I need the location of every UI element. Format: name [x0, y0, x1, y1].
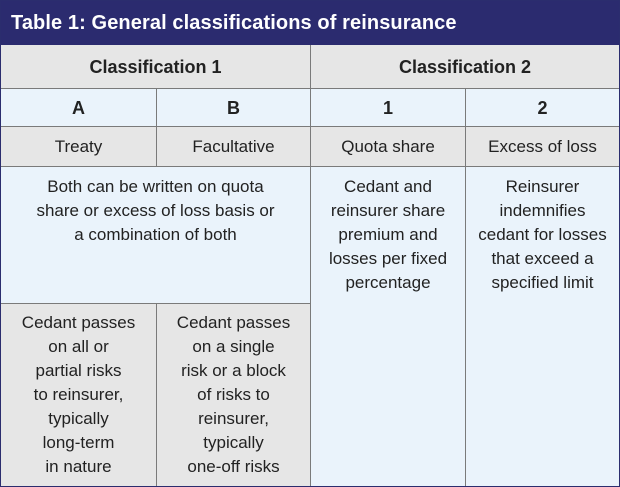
- type-quota-share: Quota share: [311, 127, 466, 167]
- subheader-a: A: [1, 89, 157, 127]
- subheader-1: 1: [311, 89, 466, 127]
- description-excess-of-loss: Reinsurer indemnifies cedant for losses that exceed a specified limit: [466, 167, 619, 486]
- description-both: Both can be written on quota share or excess of loss basis or a combination of both: [1, 167, 311, 304]
- table-title: Table 1: General classifications of reinsurance: [1, 1, 619, 45]
- description-quota-share: Cedant and reinsurer share premium and losses per fixed percentage: [311, 167, 466, 486]
- type-excess-of-loss: Excess of loss: [466, 127, 619, 167]
- subheader-2: 2: [466, 89, 619, 127]
- header-classification-2: Classification 2: [311, 45, 619, 89]
- type-facultative: Facultative: [157, 127, 311, 167]
- description-facultative: Cedant passes on a single risk or a block of risks to reinsurer, typically one-off risks: [157, 304, 311, 486]
- subheader-b: B: [157, 89, 311, 127]
- description-treaty: Cedant passes on all or partial risks to reinsurer, typically long-term in nature: [1, 304, 157, 486]
- type-treaty: Treaty: [1, 127, 157, 167]
- header-classification-1: Classification 1: [1, 45, 311, 89]
